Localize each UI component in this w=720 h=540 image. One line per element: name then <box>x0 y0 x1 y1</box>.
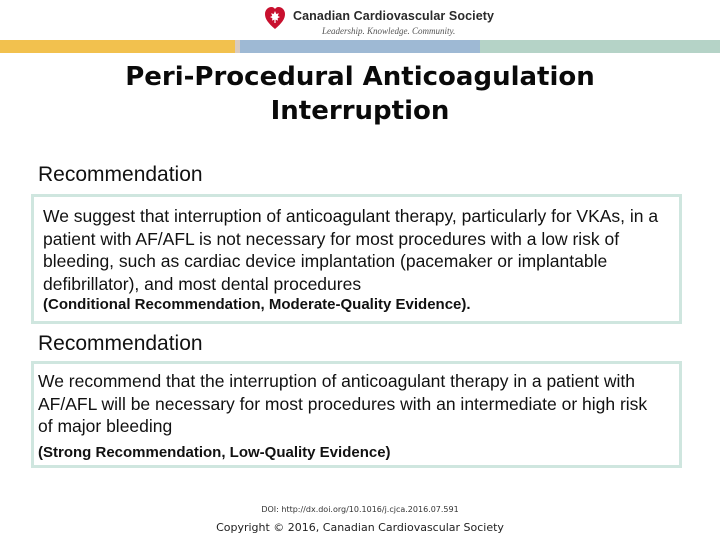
copyright-notice: Copyright © 2016, Canadian Cardiovascular Society <box>216 521 504 534</box>
recommendation-1-text: We suggest that interruption of anticoagulant therapy, particularly for VKAs, in a patient with AF/AFL is not necessary for most procedures with a low risk of bleeding, such as cardiac device implantation (pacemaker or implantable defibrillator), and most dental procedures <box>43 206 659 294</box>
header-color-band <box>0 40 720 53</box>
doi-citation: DOI: http://dx.doi.org/10.1016/j.cjca.2016.07.591 <box>261 505 459 514</box>
heart-maple-leaf-icon <box>264 5 286 31</box>
slide-title-line-1: Peri-Procedural Anticoagulation <box>125 62 595 92</box>
recommendation-2-text: We recommend that the interruption of anticoagulant therapy in a patient with AF/AFL will be necessary for most procedures with an intermediate or high risk of major bleeding <box>38 371 648 436</box>
recommendation-2-box <box>31 361 682 468</box>
recommendation-1-box <box>31 194 682 324</box>
recommendation-1-heading: Recommendation <box>38 163 203 186</box>
ccs-logo <box>264 5 495 36</box>
band-segment-yellow <box>0 40 235 53</box>
recommendation-2-heading: Recommendation <box>38 332 203 355</box>
recommendation-1-strength: (Conditional Recommendation, Moderate-Quality Evidence). <box>43 296 471 313</box>
organization-name: Canadian Cardiovascular Society <box>293 9 495 23</box>
organization-tagline: Leadership. Knowledge. Community. <box>322 26 456 36</box>
band-segment-green <box>480 40 720 53</box>
band-segment-blue <box>240 40 480 53</box>
slide-title-line-2: Interruption <box>270 96 450 126</box>
slide-title <box>40 60 680 128</box>
recommendation-2-strength: (Strong Recommendation, Low-Quality Evidence) <box>38 443 391 461</box>
